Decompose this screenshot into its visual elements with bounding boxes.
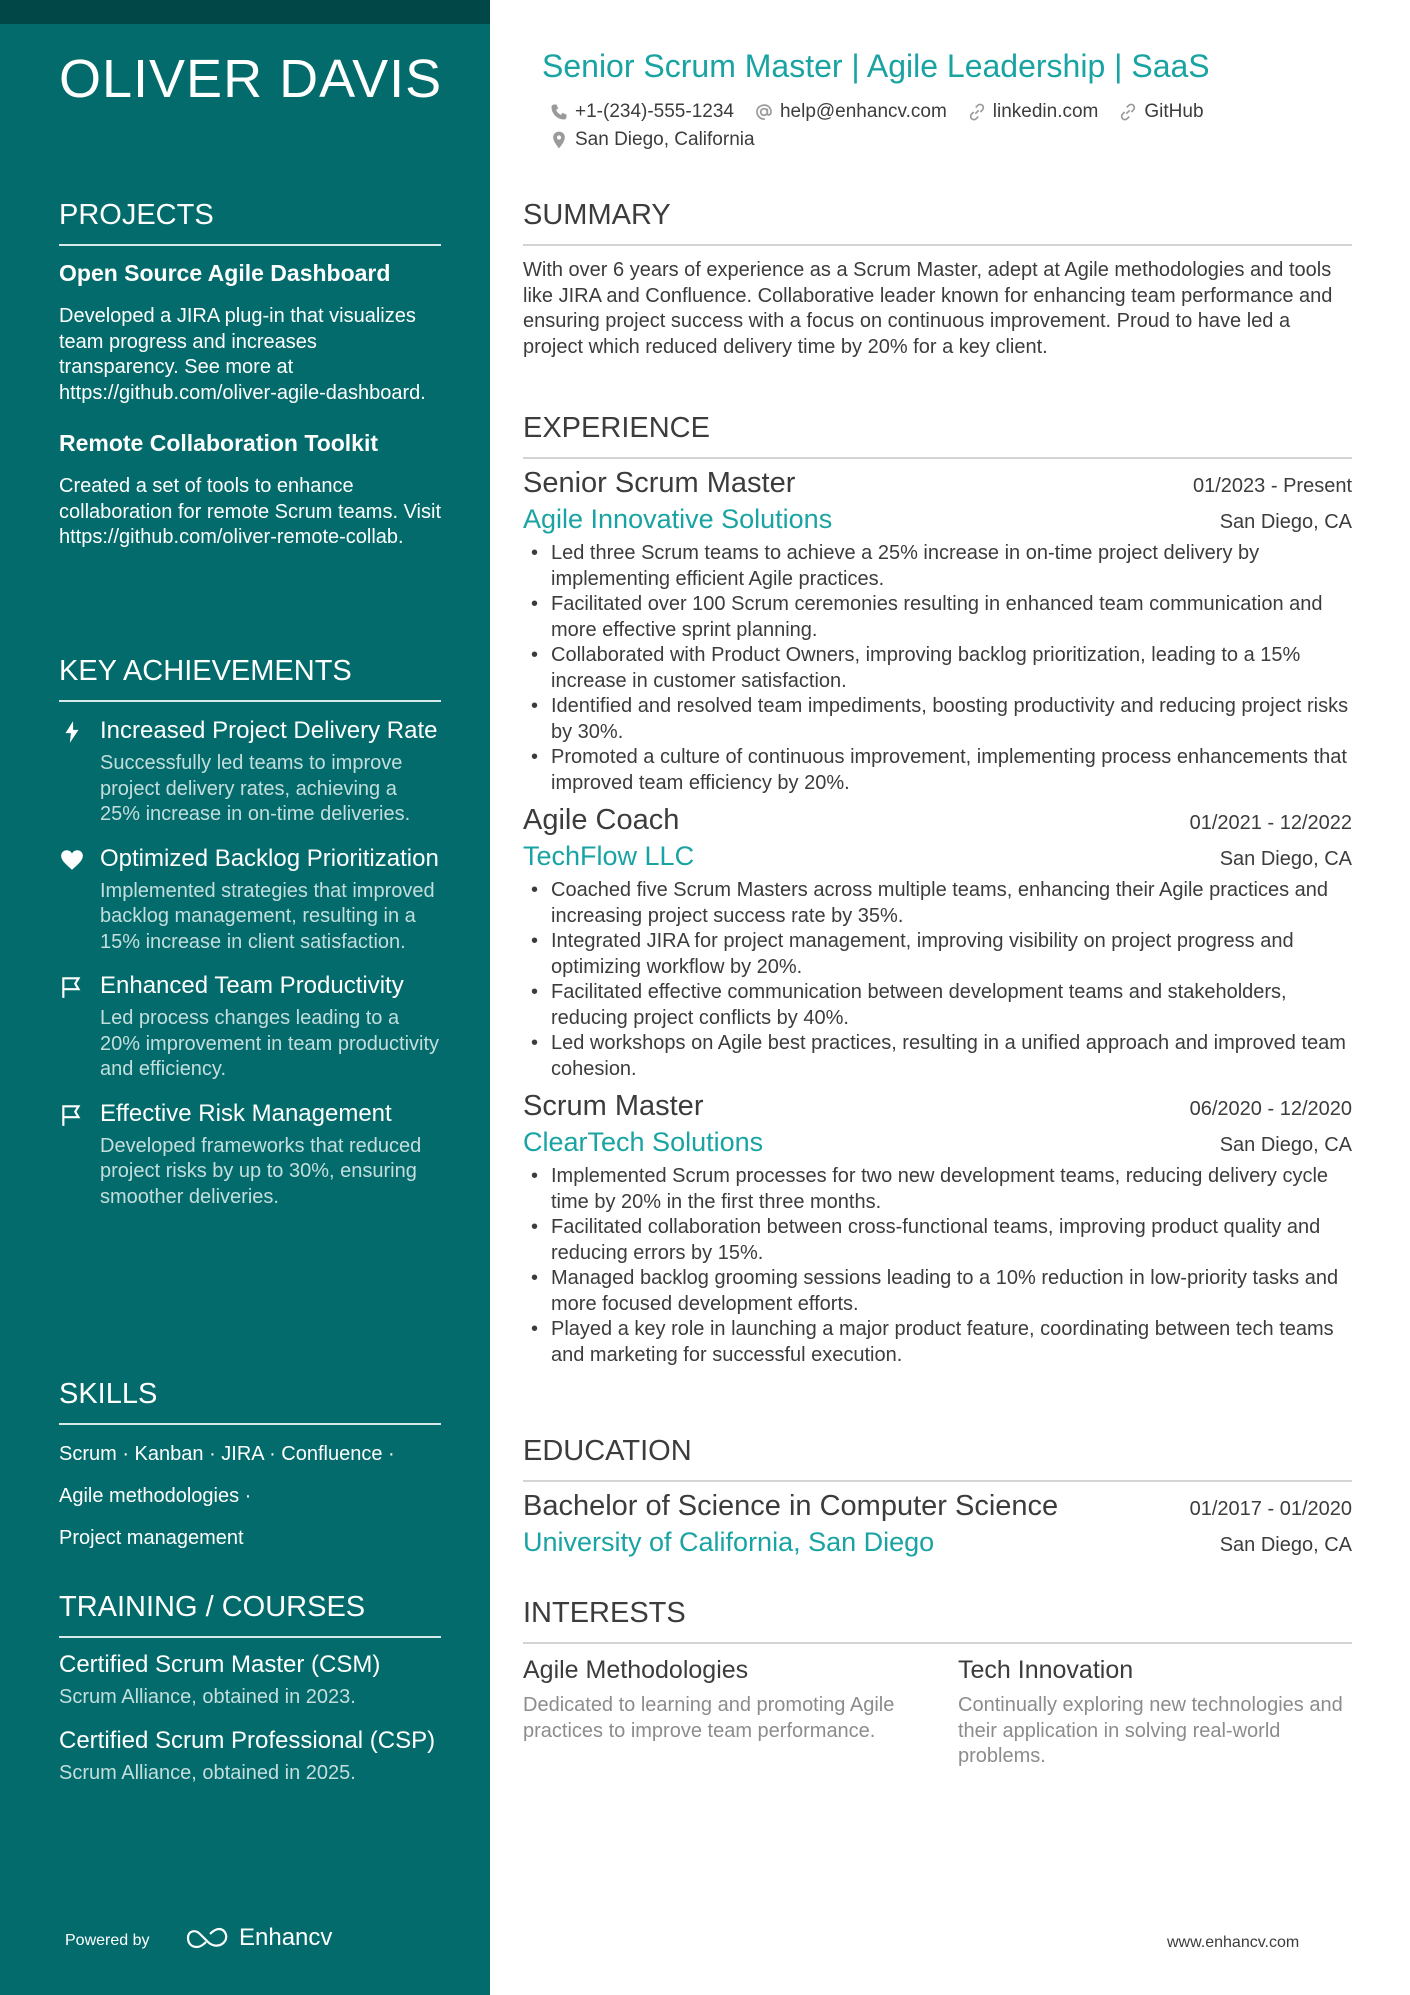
job-bullet: • Played a key role in launching a major product feature, coordinating between tech teams and marketing for successful execution. (523, 1317, 1352, 1368)
job-entry (523, 467, 1352, 796)
powered-by-label: Powered by (65, 1932, 150, 1949)
skills-line: Scrum · Kanban · JIRA · Confluence · (59, 1443, 395, 1465)
job-bullet: • Collaborated with Product Owners, improving backlog prioritization, leading to a 15% increase in customer satisfaction. (523, 643, 1352, 694)
job-bullet: • Managed backlog grooming sessions leading to a 10% reduction in low-priority tasks and more focused development efforts. (523, 1266, 1352, 1317)
job-date: 01/2023 - Present (1193, 475, 1352, 497)
project-description: Created a set of tools to enhance collaboration for remote Scrum teams. Visit https://github.com/oliver-remote-collab. (59, 475, 442, 548)
interest-description: Dedicated to learning and promoting Agile practices to improve team performance. (523, 1694, 895, 1742)
flag-icon (59, 1102, 85, 1128)
job-title: Senior Scrum Master (523, 467, 796, 499)
achievement-item (59, 971, 441, 1083)
job-title: Scrum Master (523, 1090, 704, 1122)
job-bullets (523, 541, 1352, 796)
achievement-title: Increased Project Delivery Rate (100, 717, 438, 744)
job-bullet: • Facilitated over 100 Scrum ceremonies resulting in enhanced team communication and more effective sprint planning. (523, 592, 1352, 643)
job-bullet: • Facilitated collaboration between cross-functional teams, improving product quality and reducing errors by 15%. (523, 1215, 1352, 1266)
job-bullet: • Facilitated effective communication between development teams and stakeholders, reducing project conflicts by 40%. (523, 980, 1352, 1031)
course-item (59, 1650, 441, 1710)
at-icon (754, 102, 774, 122)
interest-item (958, 1656, 1352, 1770)
skills-heading: SKILLS (59, 1378, 441, 1425)
achievements-section (59, 655, 441, 1210)
achievements-heading: KEY ACHIEVEMENTS (59, 655, 441, 702)
course-description: Scrum Alliance, obtained in 2023. (59, 1686, 356, 1708)
skills-line: Project management (59, 1527, 244, 1549)
experience-section (523, 412, 1352, 1368)
achievement-title: Effective Risk Management (100, 1099, 392, 1127)
interests-heading: INTERESTS (523, 1597, 1352, 1644)
headline: Senior Scrum Master | Agile Leadership | SaaS (542, 48, 1210, 84)
contact-location (549, 129, 755, 151)
heart-icon (59, 847, 85, 873)
project-title: Open Source Agile Dashboard (59, 260, 391, 286)
candidate-name: OLIVER DAVIS (59, 49, 443, 109)
summary-section (523, 199, 1352, 360)
location-text: San Diego, California (575, 129, 755, 150)
achievement-title: Optimized Backlog Prioritization (100, 844, 439, 872)
training-heading: TRAINING / COURSES (59, 1591, 441, 1638)
achievement-description: Successfully led teams to improve project delivery rates, achieving a 25% increase in on-time deliveries. (100, 752, 411, 825)
achievement-title: Enhanced Team Productivity (100, 972, 404, 999)
course-title: Certified Scrum Master (CSM) (59, 1651, 381, 1678)
link-icon (967, 102, 987, 122)
project-description: Developed a JIRA plug-in that visualizes team progress and increases transparency. See more at https://github.com/oliver-agile-dashboard. (59, 305, 426, 404)
flag-icon (59, 974, 85, 1000)
summary-heading: SUMMARY (523, 199, 1352, 246)
job-date: 06/2020 - 12/2020 (1189, 1098, 1352, 1120)
projects-section (59, 199, 441, 551)
projects-heading: PROJECTS (59, 199, 441, 246)
course-title: Certified Scrum Professional (CSP) (59, 1727, 436, 1754)
achievement-description: Developed frameworks that reduced project risks by up to 30%, ensuring smoother deliveries. (100, 1134, 422, 1208)
job-bullet: • Led workshops on Agile best practices, resulting in a unified approach and improved team cohesion. (523, 1031, 1352, 1082)
achievement-item (59, 716, 441, 828)
interests-section (523, 1597, 1352, 1770)
achievement-description: Implemented strategies that improved backlog management, resulting in a 15% increase in client satisfaction. (100, 879, 435, 953)
interest-item (523, 1656, 917, 1770)
project-title: Remote Collaboration Toolkit (59, 430, 379, 456)
education-section (523, 1435, 1352, 1558)
skills-section (59, 1378, 441, 1551)
training-section (59, 1591, 441, 1786)
job-bullets (523, 878, 1352, 1082)
job-company: ClearTech Solutions (523, 1127, 764, 1157)
sidebar (0, 0, 490, 1995)
job-title: Agile Coach (523, 804, 680, 836)
enhancv-logo[interactable] (185, 1924, 332, 1952)
phone-text: +1-(234)-555-1234 (575, 101, 734, 122)
degree-title: Bachelor of Science in Computer Science (523, 1490, 1059, 1522)
job-entry (523, 1090, 1352, 1368)
interest-title: Agile Methodologies (523, 1656, 749, 1684)
job-bullet: • Integrated JIRA for project management, improving visibility on project progress and optimizing workflow by 20%. (523, 929, 1352, 980)
contact-email[interactable] (754, 101, 947, 123)
job-bullet: • Implemented Scrum processes for two new development teams, reducing delivery cycle time by 20% in the first three months. (523, 1164, 1352, 1215)
interest-title: Tech Innovation (958, 1656, 1134, 1684)
contact-phone[interactable] (549, 101, 734, 123)
job-bullet: • Coached five Scrum Masters across multiple teams, enhancing their Agile practices and increasing project success rate by 35%. (523, 878, 1352, 929)
summary-text: With over 6 years of experience as a Scrum Master, adept at Agile methodologies and tools like JIRA and Confluence. Collaborative leader known for enhancing team performance and ensuring project success with a focus on continuous improvement. Proud to have led a project which reduced delivery time by 20% for a key client. (523, 259, 1333, 358)
contact-row (549, 101, 1204, 123)
job-location: San Diego, CA (1219, 848, 1352, 870)
email-text: help@enhancv.com (779, 101, 947, 122)
school-name: University of California, San Diego (523, 1527, 935, 1557)
school-location: San Diego, CA (1219, 1534, 1352, 1556)
course-item (59, 1726, 441, 1786)
job-company: Agile Innovative Solutions (523, 504, 833, 534)
education-entry (523, 1490, 1352, 1558)
course-description: Scrum Alliance, obtained in 2025. (59, 1762, 356, 1784)
interests-grid (523, 1656, 1352, 1770)
contact-github[interactable] (1118, 101, 1203, 123)
link-icon (1118, 102, 1138, 122)
phone-icon (549, 102, 569, 122)
achievement-item (59, 1099, 441, 1211)
job-location: San Diego, CA (1219, 1134, 1352, 1156)
experience-heading: EXPERIENCE (523, 412, 1352, 459)
enhancv-logo-icon (185, 1925, 231, 1951)
location-pin-icon (549, 130, 569, 150)
github-text: GitHub (1144, 101, 1204, 122)
sidebar-top-bar (0, 0, 490, 24)
job-location: San Diego, CA (1219, 511, 1352, 533)
linkedin-text: linkedin.com (992, 101, 1099, 122)
footer-url[interactable]: www.enhancv.com (1167, 1934, 1300, 1951)
education-date: 01/2017 - 01/2020 (1189, 1498, 1352, 1520)
job-date: 01/2021 - 12/2022 (1189, 812, 1352, 834)
enhancv-brand-name: Enhancv (239, 1924, 333, 1951)
skills-line: Agile methodologies · (59, 1485, 252, 1507)
bolt-icon (59, 719, 85, 745)
job-bullet: • Promoted a culture of continuous improvement, implementing process enhancements that improved team efficiency by 20%. (523, 745, 1352, 796)
job-company: TechFlow LLC (523, 841, 695, 871)
job-bullets (523, 1164, 1352, 1368)
interest-description: Continually exploring new technologies and their application in solving real-world problems. (958, 1694, 1343, 1767)
education-heading: EDUCATION (523, 1435, 1352, 1482)
job-bullet: • Led three Scrum teams to achieve a 25% increase in on-time project delivery by implementing efficient Agile practices. (523, 541, 1352, 592)
achievement-description: Led process changes leading to a 20% improvement in team productivity and efficiency. (100, 1007, 440, 1080)
contact-row (549, 129, 755, 151)
contact-linkedin[interactable] (967, 101, 1099, 123)
job-entry (523, 804, 1352, 1082)
job-bullet: • Identified and resolved team impediments, boosting productivity and reducing project risks by 30%. (523, 694, 1352, 745)
achievement-item (59, 844, 441, 956)
